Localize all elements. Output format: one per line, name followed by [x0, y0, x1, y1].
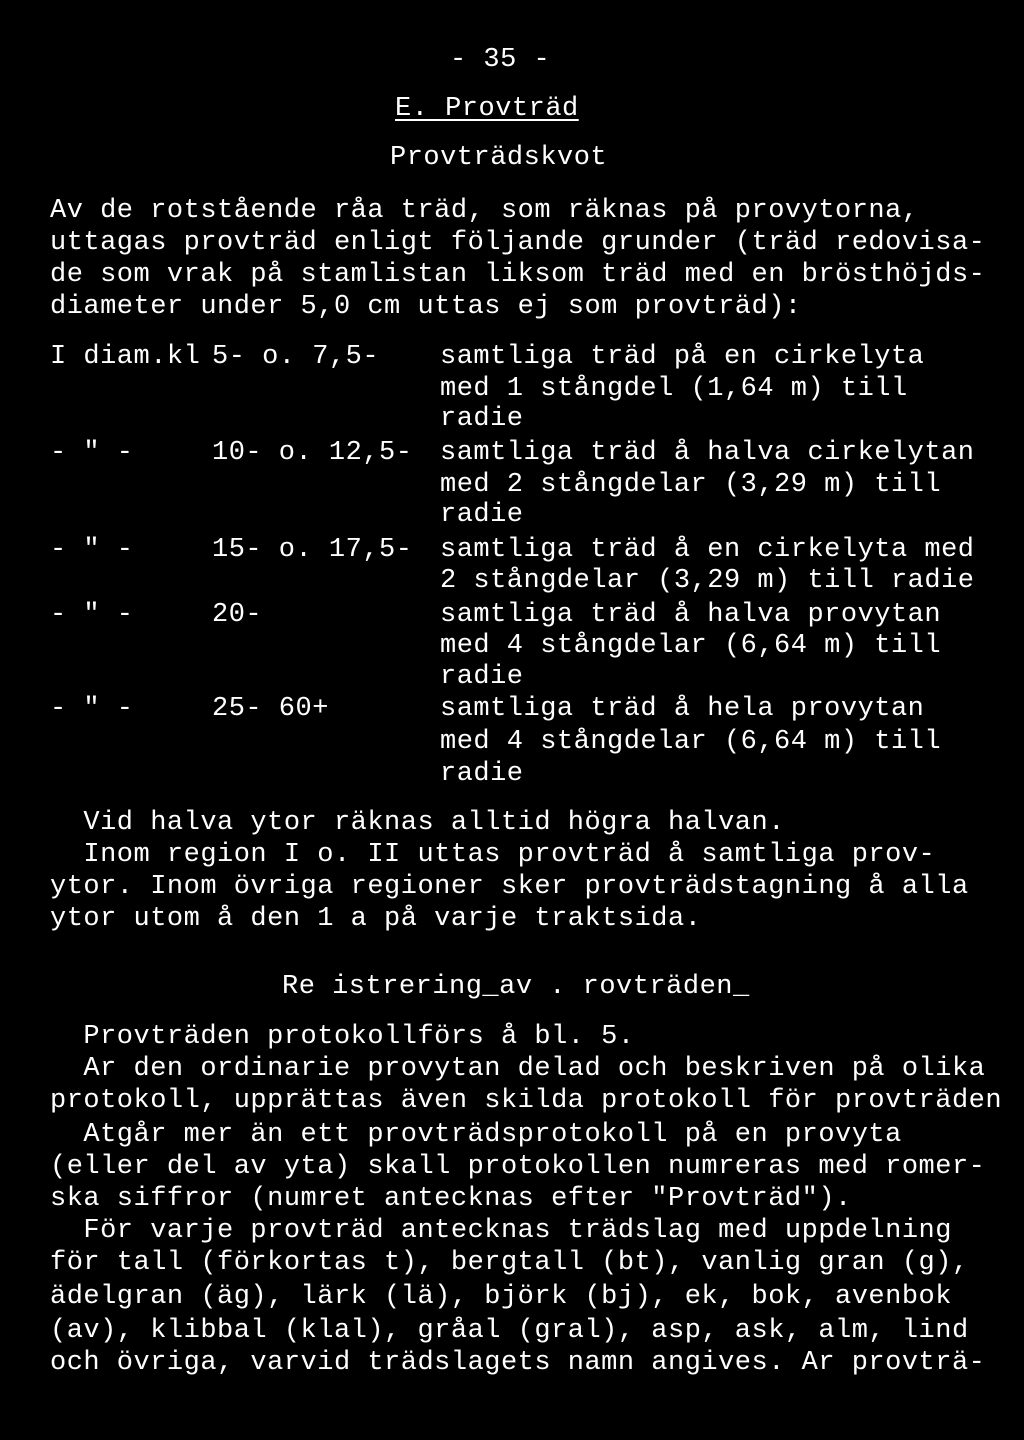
intro-line: de som vrak på stamlistan liksom träd med en brösthöjds-	[50, 260, 986, 290]
section-title: E. Provträd	[395, 94, 579, 124]
class-description-line: med 4 stångdelar (6,64 m) till	[440, 631, 942, 661]
registration-line: (av), klibbal (klal), gråal (gral), asp, ask, alm, lind	[50, 1316, 969, 1346]
class-description-line: samtliga träd å en cirkelyta med	[440, 535, 975, 565]
registration-line: för tall (förkortas t), bergtall (bt), vanlig gran (g),	[50, 1248, 969, 1278]
class-description-line: radie	[440, 404, 524, 434]
class-description-line: samtliga träd å halva provytan	[440, 600, 942, 630]
registration-line: (eller del av yta) skall protokollen numreras med romer-	[50, 1152, 986, 1182]
intro-line: diameter under 5,0 cm uttas ej som provträd):	[50, 292, 802, 322]
class-range: 20-	[212, 600, 263, 630]
registration-line: Ar den ordinarie provytan delad och beskriven på olika	[50, 1054, 986, 1084]
class-range: 25- 60+	[212, 694, 329, 724]
class-description-line: med 2 stångdelar (3,29 m) till	[440, 470, 942, 500]
page-number: - 35 -	[450, 45, 551, 75]
registration-heading: Re istrering_av . rovträden_	[282, 972, 750, 1002]
class-description-line: samtliga träd å halva cirkelytan	[440, 438, 975, 468]
registration-line: ädelgran (äg), lärk (lä), björk (bj), ek, bok, avenbok	[50, 1282, 952, 1312]
notes-line: Inom region I o. II uttas provträd å samtliga prov-	[50, 840, 936, 870]
intro-line: uttagas provträd enligt följande grunder (träd redovisa-	[50, 228, 986, 258]
registration-line: Provträden protokollförs å bl. 5.	[50, 1022, 635, 1052]
class-label: - " -	[50, 535, 134, 565]
class-range: 5- o. 7,5-	[212, 342, 380, 372]
class-label: I diam.kl	[50, 342, 201, 372]
class-description-line: med 4 stångdelar (6,64 m) till	[440, 727, 942, 757]
notes-line: ytor. Inom övriga regioner sker provträdstagning å alla	[50, 872, 969, 902]
intro-line: Av de rotstående råa träd, som räknas på provytorna,	[50, 196, 919, 226]
class-description-line: samtliga träd på en cirkelyta	[440, 342, 925, 372]
registration-line: protokoll, upprättas även skilda protokoll för provträden	[50, 1086, 1003, 1116]
registration-line: Atgår mer än ett provträdsprotokoll på en provyta	[50, 1120, 902, 1150]
class-label: - " -	[50, 438, 134, 468]
registration-line: och övriga, varvid trädslagets namn angives. Ar provträ-	[50, 1348, 986, 1378]
class-label: - " -	[50, 694, 134, 724]
notes-line: ytor utom å den 1 a på varje traktsida.	[50, 904, 702, 934]
class-description-line: med 1 stångdel (1,64 m) till	[440, 374, 908, 404]
class-label: - " -	[50, 600, 134, 630]
class-description-line: radie	[440, 500, 524, 530]
class-range: 15- o. 17,5-	[212, 535, 413, 565]
class-description-line: radie	[440, 759, 524, 789]
registration-line: ska siffror (numret antecknas efter "Provträd").	[50, 1184, 852, 1214]
class-description-line: 2 stångdelar (3,29 m) till radie	[440, 566, 975, 596]
subtitle: Provträdskvot	[390, 143, 608, 173]
class-range: 10- o. 12,5-	[212, 438, 413, 468]
class-description-line: samtliga träd å hela provytan	[440, 694, 925, 724]
class-description-line: radie	[440, 662, 524, 692]
registration-line: För varje provträd antecknas trädslag med uppdelning	[50, 1216, 952, 1246]
notes-line: Vid halva ytor räknas alltid högra halvan.	[50, 808, 785, 838]
